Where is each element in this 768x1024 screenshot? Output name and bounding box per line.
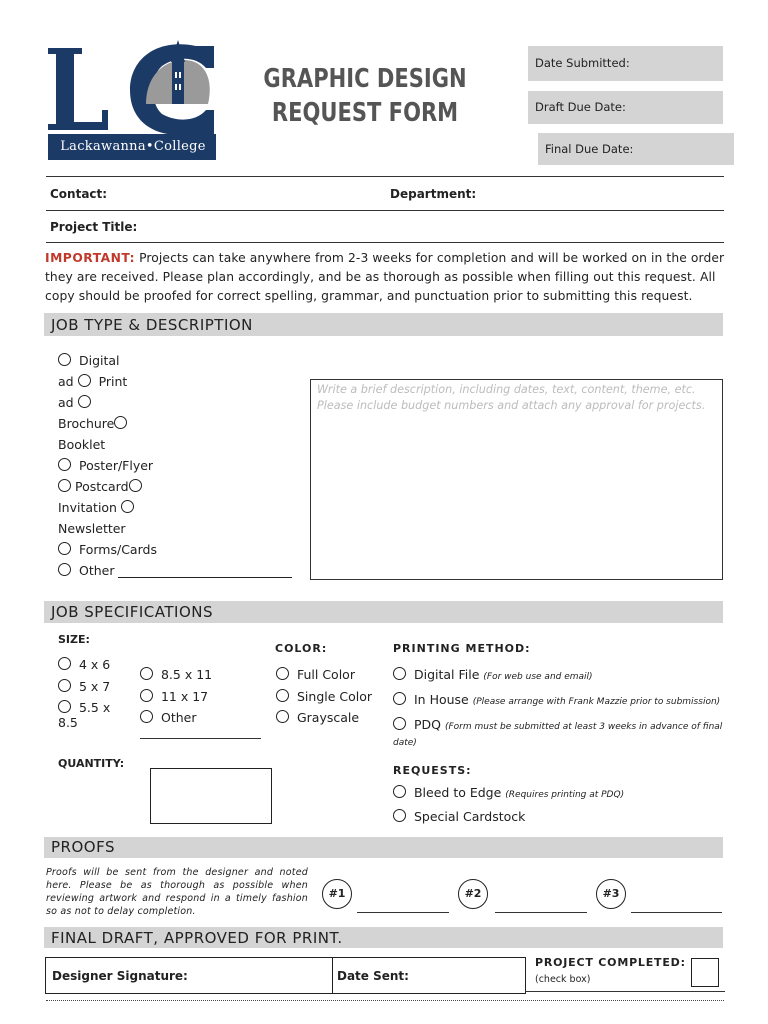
- contact-label: Contact:: [50, 187, 108, 201]
- description-placeholder: Write a brief description, including dates, text, content, theme, etc. Please include budget numbers and attach any approval for projects.: [317, 383, 706, 412]
- project-title-label: Project Title:: [50, 220, 138, 234]
- option-invitation: Invitation: [58, 500, 117, 515]
- color-label: COLOR:: [275, 642, 328, 655]
- radio-poster-flyer[interactable]: [58, 458, 71, 471]
- requests-options: [393, 782, 624, 828]
- size-4x6: 4 x 6: [78, 657, 111, 672]
- date-submitted-label: Date Submitted:: [535, 56, 630, 70]
- radio-size-4x6[interactable]: [58, 657, 71, 670]
- important-text: Projects can take anywhere from 2-3 weeks for completion and will be worked on in the order they are received. Please plan accordingly, and be as thorough as possible when filling out this request. All copy should be proofed for correct spelling, grammar, and punctuation prior to submitting this request.: [45, 251, 725, 303]
- option-booklet: Booklet: [58, 437, 106, 452]
- color-single: Single Color: [296, 688, 373, 704]
- color-full: Full Color: [296, 667, 355, 682]
- radio-full-color[interactable]: [276, 667, 289, 680]
- divider: [525, 991, 725, 992]
- title-line-2: REQUEST FORM: [271, 98, 459, 128]
- request-cardstock: Special Cardstock: [413, 809, 526, 824]
- color-grayscale: Grayscale: [296, 710, 360, 725]
- radio-special-cardstock[interactable]: [393, 809, 406, 822]
- proof-1-line[interactable]: [357, 912, 449, 913]
- form-title: [244, 62, 487, 130]
- job-type-options: [58, 350, 292, 581]
- other-line[interactable]: [118, 565, 292, 578]
- printing-pdq: PDQ: [413, 717, 441, 732]
- project-completed-label: PROJECT COMPLETED:: [535, 956, 686, 969]
- size-label: SIZE:: [58, 633, 90, 646]
- proof-2-line[interactable]: [495, 912, 587, 913]
- printing-method-label: PRINTING METHOD:: [393, 642, 531, 655]
- final-due-field[interactable]: [538, 133, 734, 165]
- divider: [46, 176, 724, 177]
- option-print: Print: [98, 374, 128, 389]
- final-title: FINAL DRAFT, APPROVED FOR PRINT.: [51, 929, 343, 947]
- important-notice: [45, 249, 725, 306]
- printing-options: [393, 664, 723, 750]
- color-options: [276, 664, 372, 729]
- radio-invitation[interactable]: [129, 479, 142, 492]
- designer-signature-label: Designer Signature:: [52, 969, 188, 983]
- size-other: Other: [160, 710, 197, 725]
- radio-brochure[interactable]: [78, 395, 91, 408]
- proof-3-line[interactable]: [631, 912, 722, 913]
- divider: [46, 210, 724, 211]
- proof-2-circle: #2: [458, 879, 488, 909]
- designer-signature-field[interactable]: [45, 957, 333, 994]
- radio-size-11x17[interactable]: [140, 689, 153, 702]
- proofs-title: PROOFS: [51, 838, 115, 856]
- radio-size-8-5x11[interactable]: [140, 667, 153, 680]
- title-line-1: GRAPHIC DESIGN: [263, 64, 467, 94]
- option-postcard: Postcard: [75, 479, 129, 494]
- size-8-5x11: 8.5 x 11: [160, 667, 213, 682]
- printing-digital-file: Digital File: [413, 667, 480, 682]
- radio-digital-ad[interactable]: [58, 353, 71, 366]
- size-options-col2: [140, 664, 212, 729]
- option-ad-2: ad: [58, 395, 74, 410]
- radio-booklet[interactable]: [114, 416, 127, 429]
- radio-other[interactable]: [58, 563, 71, 576]
- date-sent-field[interactable]: [331, 957, 526, 994]
- college-name: Lackawanna•College: [60, 139, 206, 154]
- radio-newsletter[interactable]: [121, 500, 134, 513]
- radio-print-ad[interactable]: [78, 374, 91, 387]
- option-other: Other: [78, 563, 115, 578]
- project-completed-checkbox[interactable]: [691, 958, 719, 987]
- radio-postcard[interactable]: [58, 479, 71, 492]
- option-ad: ad: [58, 374, 74, 389]
- option-newsletter: Newsletter: [58, 521, 126, 536]
- radio-size-5x7[interactable]: [58, 679, 71, 692]
- radio-grayscale[interactable]: [276, 710, 289, 723]
- important-label: IMPORTANT:: [45, 251, 136, 265]
- proofs-section-bar: [44, 837, 723, 858]
- option-brochure: Brochure: [58, 416, 115, 431]
- size-other-line[interactable]: [140, 738, 261, 739]
- proof-3-circle: #3: [596, 879, 626, 909]
- check-box-label: (check box): [535, 974, 591, 985]
- size-options-col1: [58, 654, 123, 730]
- job-type-title: JOB TYPE & DESCRIPTION: [51, 316, 253, 334]
- divider: [46, 242, 724, 243]
- department-label: Department:: [390, 187, 477, 201]
- radio-digital-file[interactable]: [393, 667, 406, 680]
- date-submitted-field[interactable]: [528, 46, 723, 81]
- request-bleed: Bleed to Edge: [413, 785, 502, 800]
- printing-pdq-note: (Form must be submitted at least 3 weeks in advance of final date): [393, 722, 723, 748]
- proofs-text: Proofs will be sent from the designer and noted here. Please be as thorough as possible when reviewing artwork and respond in a timely fashion so as not to delay completion.: [46, 867, 308, 917]
- printing-digital-file-note: (For web use and email): [483, 672, 593, 682]
- radio-bleed-to-edge[interactable]: [393, 785, 406, 798]
- radio-size-5-5x8-5[interactable]: [58, 700, 71, 713]
- dotted-separator: [46, 1000, 724, 1001]
- quantity-box[interactable]: [150, 768, 272, 824]
- draft-due-label: Draft Due Date:: [535, 100, 626, 114]
- size-11x17: 11 x 17: [160, 688, 209, 704]
- requests-label: REQUESTS:: [393, 764, 472, 777]
- description-box[interactable]: [310, 379, 723, 580]
- radio-single-color[interactable]: [276, 689, 289, 702]
- option-forms-cards: Forms/Cards: [78, 542, 157, 557]
- option-poster-flyer: Poster/Flyer: [78, 458, 154, 473]
- proof-1-circle: #1: [322, 879, 352, 909]
- job-specs-title: JOB SPECIFICATIONS: [51, 603, 213, 621]
- draft-due-field[interactable]: [528, 91, 723, 124]
- quantity-label: QUANTITY:: [58, 757, 125, 770]
- printing-in-house: In House: [413, 691, 469, 707]
- radio-in-house[interactable]: [393, 692, 406, 705]
- size-5x7: 5 x 7: [78, 678, 111, 694]
- option-digital: Digital: [78, 353, 120, 368]
- radio-pdq[interactable]: [393, 717, 406, 730]
- radio-size-other[interactable]: [140, 710, 153, 723]
- date-sent-label: Date Sent:: [337, 969, 409, 983]
- college-logo: [46, 38, 218, 163]
- final-due-label: Final Due Date:: [545, 142, 634, 156]
- radio-forms-cards[interactable]: [58, 542, 71, 555]
- request-bleed-note: (Requires printing at PDQ): [505, 790, 625, 800]
- size-5-5x8-5: 5.5 x 8.5: [58, 700, 111, 730]
- printing-in-house-note: (Please arrange with Frank Mazzie prior to submission): [472, 696, 721, 707]
